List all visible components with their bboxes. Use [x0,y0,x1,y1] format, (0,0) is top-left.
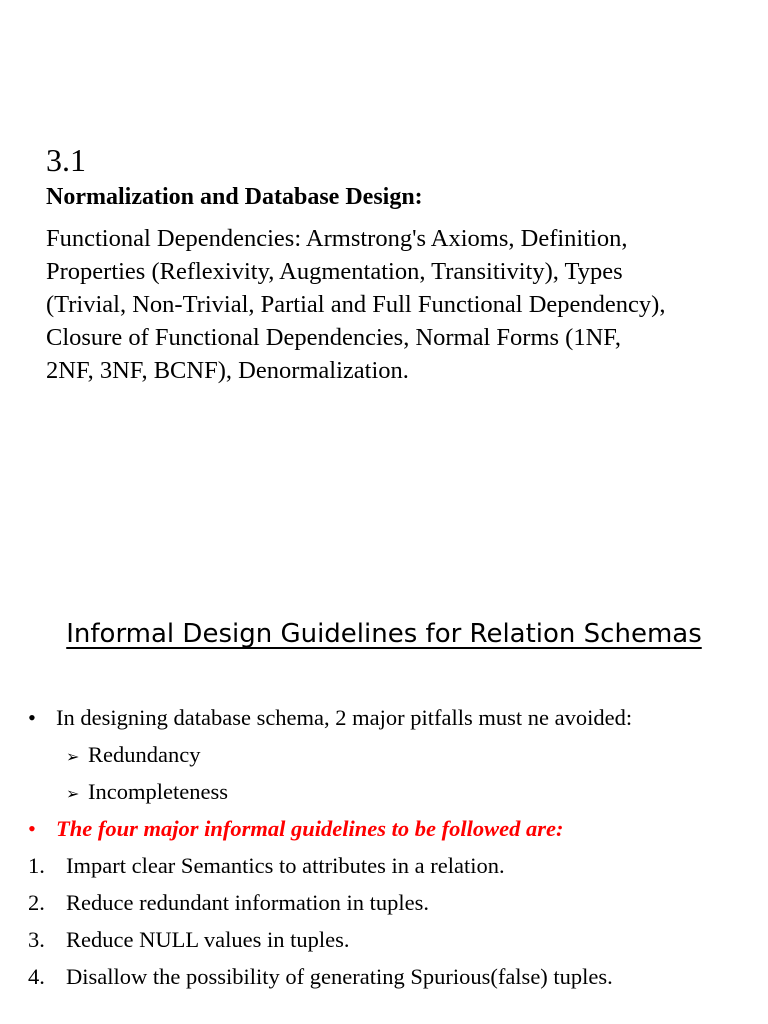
bullet-icon: • [28,816,36,841]
section-title: Normalization and Database Design: [46,184,423,210]
item-text: Disallow the possibility of generating Spurious(false) tuples. [66,964,613,989]
bullet-pitfalls [28,704,632,732]
item-number: 3. [28,927,45,952]
bullet-guidelines [28,815,564,843]
slide-guidelines [0,540,768,1024]
numbered-item [28,926,349,954]
body-line: (Trivial, Non-Trivial, Partial and Full Functional Dependency), [46,291,666,318]
body-line: Closure of Functional Dependencies, Normal Forms (1NF, [46,324,622,351]
arrowhead-icon: ➢ [66,747,80,766]
bullet-text: In designing database schema, 2 major pitfalls must ne avoided: [56,705,633,730]
body-line: Properties (Reflexivity, Augmentation, Transitivity), Types [46,258,623,285]
section-number: 3.1 [46,142,86,178]
item-number: 4. [28,964,45,989]
guidelines-title: Informal Design Guidelines for Relation Schemas [66,619,702,649]
body-line: Functional Dependencies: Armstrong's Axioms, Definition, [46,225,628,252]
numbered-item [28,889,429,917]
subitem-text: Incompleteness [88,779,228,804]
subitem-incompleteness [66,778,228,808]
item-text: Impart clear Semantics to attributes in a relation. [66,853,505,878]
arrowhead-icon: ➢ [66,784,80,803]
subitem-redundancy [66,741,200,771]
bullet-text-highlight: The four major informal guidelines to be followed are: [56,816,564,841]
bullet-icon: • [28,705,36,730]
item-text: Reduce NULL values in tuples. [66,927,350,952]
numbered-item [28,852,505,880]
subitem-text: Redundancy [88,742,201,767]
item-number: 1. [28,853,45,878]
item-number: 2. [28,890,45,915]
numbered-item [28,963,613,991]
item-text: Reduce redundant information in tuples. [66,890,430,915]
body-line: 2NF, 3NF, BCNF), Denormalization. [46,357,409,384]
section-body [46,222,761,387]
